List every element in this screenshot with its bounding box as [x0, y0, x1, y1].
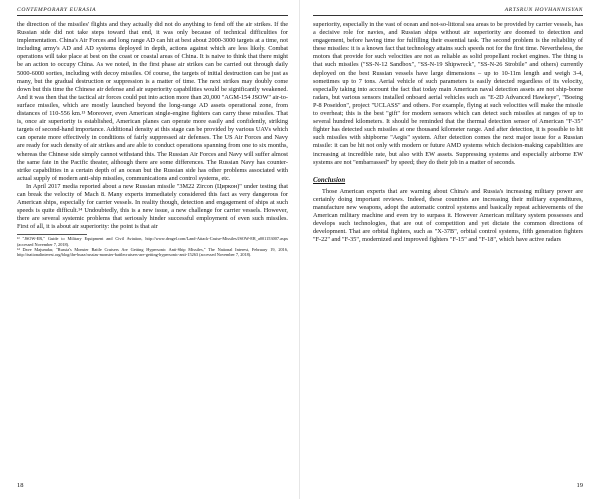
running-header-journal: CONTEMPORARY EURASIA [17, 7, 288, 16]
right-page [300, 0, 600, 499]
footnote-rule [17, 234, 87, 235]
page-number: 18 [17, 482, 24, 489]
footnote: ¹⁴ Dave Majumdar, "Russia's Monster Battle Cruisers Are Getting Hypersonic Anti-Ship Missiles," The National Interest, February 19, 2016, http://nationalinterest.org/blog/the-buzz/russias-monster-battlecruisers-are-getting-hypersonic-anti-15263 (accessed November 7, 2018). [17, 246, 288, 258]
right-body-text [313, 21, 583, 244]
body-paragraph: superiority, especially in the vast of ocean and not-so-littoral sea areas to be provided by carrier vessels, has a decisive role for navies, and Russian ships without air superiority are doomed to detection and engagement, before having time for fulfilling their essential task. The second problem is the reliability of these missiles: it is a known fact that technology attains such speeds not for the first time. Nevertheless, the motors that provide for such velocities are not as reliable as solid propellant rocket engines. The thing is that such missiles ("SS-N-12 Sandbox", "SS-N-19 Shipwreck", "SS-N-26 Strobile" and others) currently deployed on the best Russian vessels have large dimensions – up to 10-11m length and weigh 3-4, sometimes up to 7 tons. Aerial vehicle of such parameters is easily detected regardless of its velocity, especially taking into account the fact that today main American naval detection assets are not ship-borne radars, but various sensors installed onboard aerial vehicles such as "E-2D Advanced Hawkeye", "Boeing P-8 Poseidon", project "UCLASS" and others. For example, flying at such velocities will make the missile to overheat; this is the best "gift" for modern sensors which can detect such missiles at ranges of up to several hundred kilometers. It should be reminded that the thermal detection sensor of American "F-35" fighter has detected such missiles at one thousand kilometer range. And after detection, it is possible to hit such missiles with shipborne "Aegis" system. After detection comes the next major issue for a Russian missile: it can be hit not only with modern or future AMD systems which decision-making capabilities are increasing at incredible rate, but also with EW assets. Suppressing systems and especially airborne EW systems are not "embarrassed" by speed; they do their job in a matter of seconds. [313, 21, 583, 166]
body-paragraph: In April 2017 media reported about a new Russian missile "3M22 Zircon (Циркон)" under testing that can break the velocity of Mach 8. Many experts immediately considered this fact as very dangerous for American ships, especially for carrier vessels. In reality though, detection and engagement of ships at such speeds is quite difficult.¹⁴ Undoubtedly, this is a new issue, a new challenge for carrier vessels. However, there are several systemic problems that seriously hinder successful employment of even such missiles. First of all, it is about air superiority: the point is that air [17, 182, 288, 231]
footnotes [17, 236, 288, 257]
section-heading-conclusion: Conclusion [313, 176, 346, 184]
running-header-author: ARTSRUN HOVHANNISYAN [313, 7, 583, 16]
body-paragraph: the direction of the missiles' flights and they actually did not do anything to fend off the air strikes. If the Russian side did not take steps toward that end, it was only because of technical difficulties for implementation. China's Air Forces and long range AD can hit at best about 2000-3000 targets at a time, not including army's AD and AD systems deployed in depth, actions against which are less likely. Combat operations will take place at best on the coast or coastal areas of China. It is naive to think that there might be an action to occupy China. As we noted, in the first phase air strikes can be carried out through daily 5000-6000 sorties, including with decoy missiles. Of course, the targets of initial destruction can be just as many, but the gradual destruction or suppression is a matter of time. The next strikes may doubly come down but this time the Chinese air defense and air superiority capabilities would be significantly weakened. And it was then that the tactical air forces could put into action more than 20,000 "AGM-154 JSOW" air-to-surface missiles, which are mostly launched beyond the long-range AD assets operational zone, from distances of 110-556 km.¹³ Moreover, even American single-engine fighters can carry these missiles. That is, once air superiority is established, American planes can operate more easily and confidently, striking targets of second-hand importance. Additional density at this stage can be provided by various UAVs which can operate more effectively in conditions of fairly suppressed air defenses. The US Air Forces and Navy are ready for such density of air strikes and are able to conduct operations spanning from one to six months, whereas the Chinese side simply cannot withstand this. The Russian Air Forces and Navy will suffer almost the same fate in the Pacific theater, although there are some differences. The Russian Navy has counter-strike capabilities in a certain depth of an ocean but the Russian side has other problems associated with actual supply of modern anti-ship missiles, communications and control systems, etc. [17, 21, 288, 182]
page-number: 19 [576, 482, 583, 489]
footnote: ¹³ "JSOW-ER," Guide to Military Equipment and Civil Aviation, http://www.deagel.com/Land-Attack-Cruise-Missiles/JSOW-ER_a001153007.aspx (accessed November 7, 2018). [17, 236, 288, 247]
body-paragraph: Those American experts that are warning about China's and Russia's increasing military power are certainly doing important reviews. Indeed, these countries are increasing their military expenditures, manufacture new weapons, adopt the automatic control systems and basically repeat achievements of the American military machine and even try to surpass it. However American military system possesses and develops such technologies, that are out of competition and yet dictate the common directions of development. That are orbital fighters, such as "X-37B", orbital control systems, fifth generation fighters "F-22" and "F-35", modernized and improved fighters "F-15" and "F-18", which have active radars [313, 187, 583, 244]
left-body-text [17, 21, 288, 231]
